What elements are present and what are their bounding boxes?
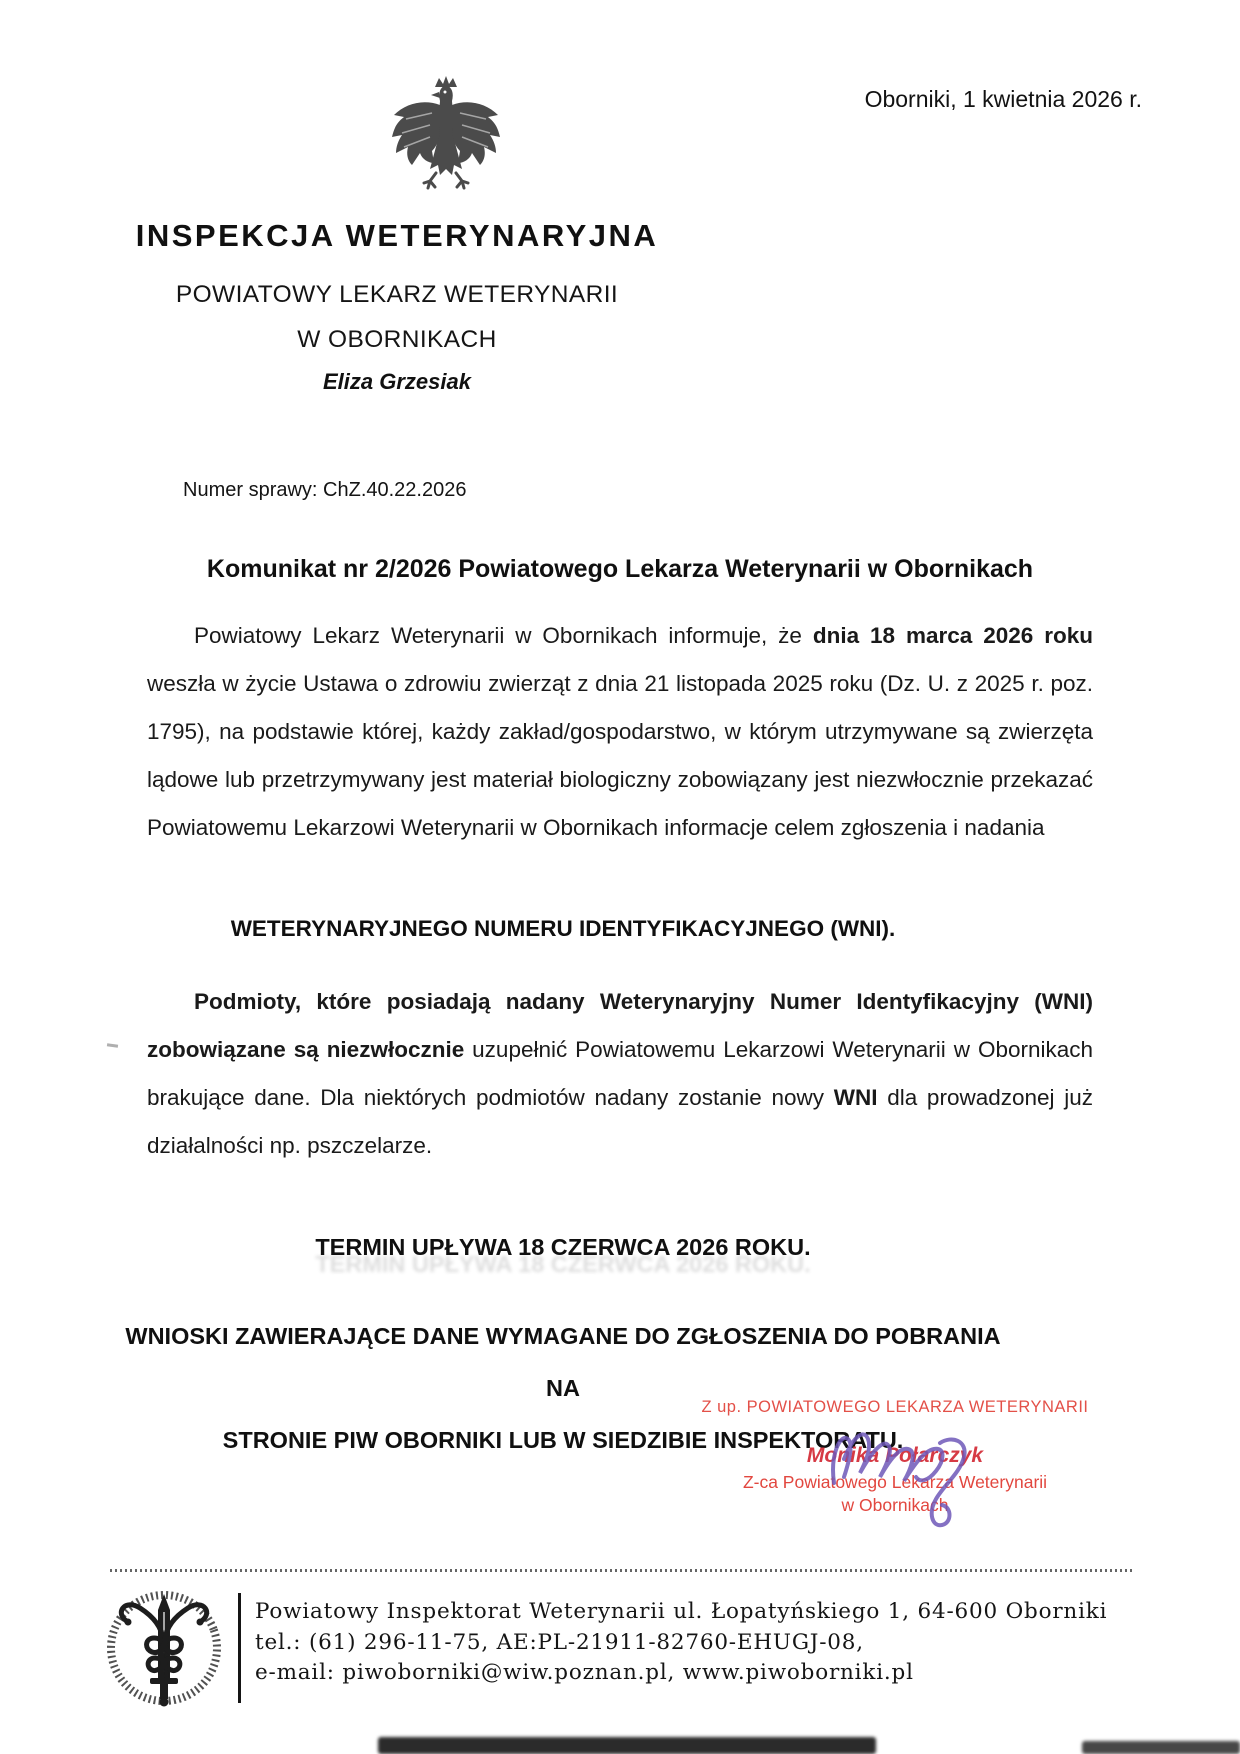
forms-notice-line2: STRONIE PIW OBORNIKI LUB W SIEDZIBIE INSPEKTORATU. (222, 1427, 904, 1453)
paragraph2-text: uzupełnić Powiatowemu Lekarzowi Weterynarii w Obornikach brakujące dane. Dla niektórych podmiotów nadany zostanie nowy (147, 1037, 1093, 1110)
scan-artifact-dash (107, 1043, 118, 1048)
paragraph-legal-basis (147, 612, 1093, 852)
case-number: Numer sprawy: ChZ.40.22.2026 (183, 479, 467, 501)
paragraph2-text-cont: dla prowadzonej już działalności np. pszczelarze. (147, 1085, 1093, 1158)
letterhead-office: POWIATOWY LEKARZ WETERYNARII (175, 281, 619, 308)
scan-artifact-bar (378, 1737, 876, 1754)
footer-divider-line (238, 1593, 241, 1703)
deadline-heading: TERMIN UPŁYWA 18 CZERWCA 2026 ROKU. (315, 1234, 811, 1260)
footer-separator-line (110, 1569, 1134, 1572)
paragraph-obligations (147, 978, 1093, 1170)
stamp-authorization-line: Z up. POWIATOWEGO LEKARZA WETERYNARII (701, 1398, 1089, 1416)
letterhead-institution: INSPEKCJA WETERYNARYJNA (135, 218, 659, 253)
date-line: Oborniki, 1 kwietnia 2026 r. (864, 86, 1142, 112)
stamp-role-line1: Z-ca Powiatowego Lekarza Weterynarii (742, 1472, 1048, 1492)
document-title: Komunikat nr 2/2026 Powiatowego Lekarza Weterynarii w Obornikach (206, 555, 1034, 583)
paragraph2-bold-lead: Podmioty, które posiadają nadany Weterynaryjny Numer Identyfikacyjny (WNI) zobowiązane są niezwłocznie (147, 989, 1093, 1062)
letterhead-location: W OBORNIKACH (297, 326, 497, 353)
stamp-signer-name: Monika Połarczyk (806, 1444, 984, 1467)
footer-contact-block (255, 1597, 1125, 1689)
footer-contact: tel.: (61) 296-11-75, AE:PL-21911-82760-EHUGJ-08, (255, 1629, 864, 1655)
paragraph1-text: Powiatowy Lekarz Weterynarii w Obornikach informuje, że (194, 623, 813, 648)
letterhead-person-name: Eliza Grzesiak (323, 369, 471, 394)
scan-artifact-bar (1082, 1741, 1240, 1754)
handwritten-signature-icon (820, 1403, 1010, 1548)
veterinary-caduceus-logo-icon (100, 1586, 232, 1718)
wni-heading: WETERYNARYJNEGO NUMERU IDENTYFIKACYJNEGO (WNI). (230, 916, 896, 941)
paragraph1-bold-date: dnia 18 marca 2026 roku (812, 623, 1093, 648)
polish-eagle-emblem-icon (386, 74, 506, 208)
letterhead (97, 218, 697, 395)
paragraph2-bold-wni: WNI (833, 1085, 878, 1110)
footer-email-web: e-mail: piwoborniki@wiw.poznan.pl, www.piwoborniki.pl (255, 1660, 914, 1685)
paragraph1-text-cont: weszła w życie Ustawa o zdrowiu zwierząt z dnia 21 listopada 2025 roku (Dz. U. z 2025 r. poz. 1795), na podstawie której, każdy zakład/gospodarstwo, w którym utrzymywane są zwierzęta lądowe lub przetrzymywany jest materiał biologiczny zobowiązany jest niezwłocznie przekazać Powiatowemu Lekarzowi Weterynarii w Obornikach informacje celem zgłoszenia i nadania (147, 671, 1093, 840)
forms-notice-line1: WNIOSKI ZAWIERAJĄCE DANE WYMAGANE DO ZGŁOSZENIA DO POBRANIA NA (125, 1323, 1001, 1401)
footer-address: Powiatowy Inspektorat Weterynarii ul. Łopatyńskiego 1, 64-600 Oborniki (255, 1599, 1108, 1624)
stamp-role-line2: w Obornikach (841, 1495, 949, 1515)
